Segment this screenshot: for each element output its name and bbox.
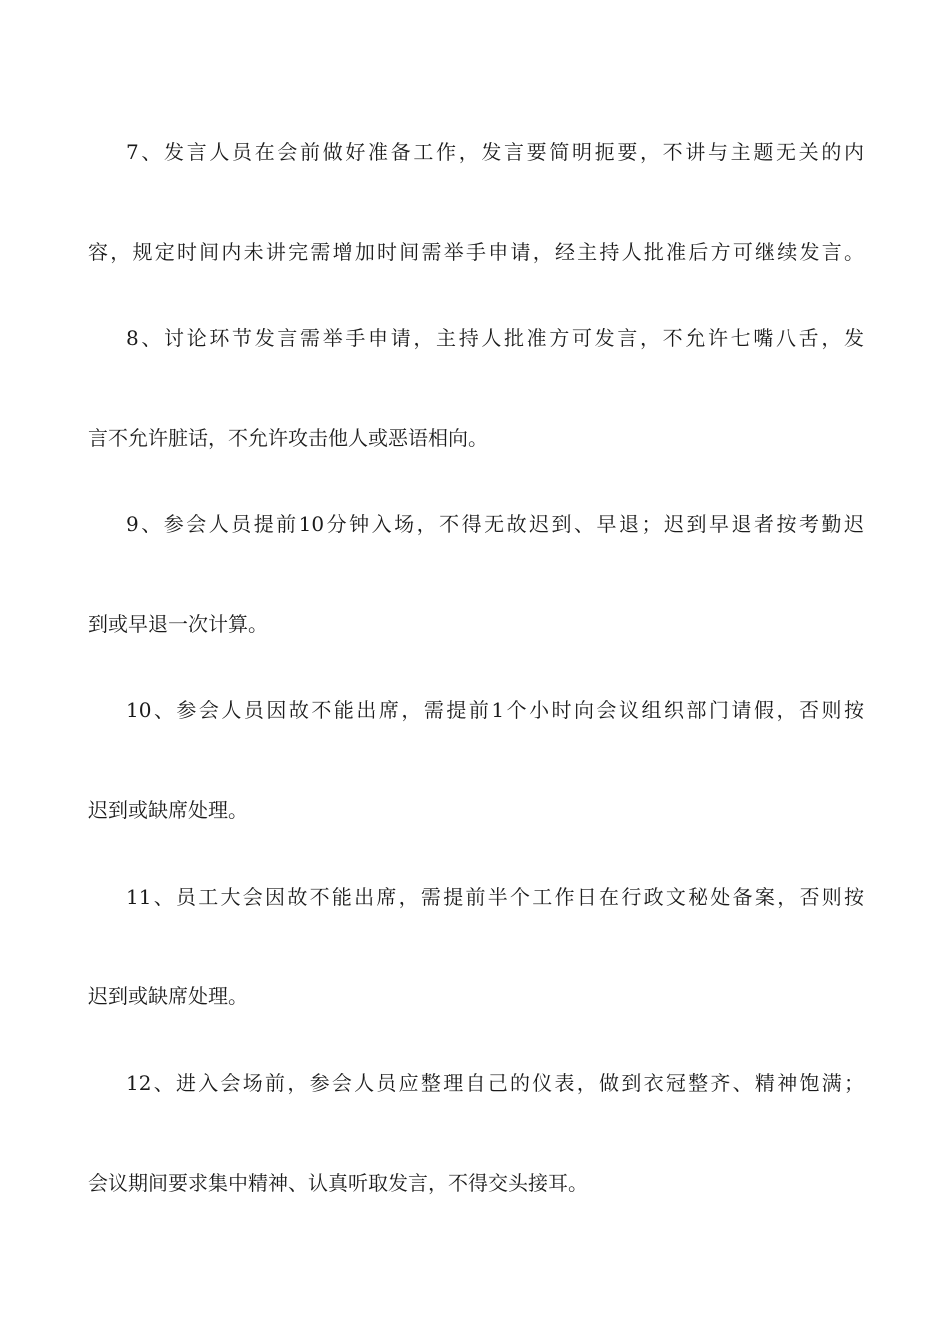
paragraph-11-line-1: 11、员工大会因故不能出席，需提前半个工作日在行政文秘处备案，否则按 bbox=[126, 885, 864, 909]
paragraph-10-line-2: 迟到或缺席处理。 bbox=[88, 798, 248, 822]
paragraph-11-line-2: 迟到或缺席处理。 bbox=[88, 984, 248, 1008]
paragraph-7-line-2: 容，规定时间内未讲完需增加时间需举手申请，经主持人批准后方可继续发言。 bbox=[88, 240, 864, 264]
paragraph-12-line-1: 12、进入会场前，参会人员应整理自己的仪表，做到衣冠整齐、精神饱满； bbox=[126, 1071, 864, 1095]
paragraph-8-line-2: 言不允许脏话，不允许攻击他人或恶语相向。 bbox=[88, 426, 488, 450]
paragraph-9-line-2: 到或早退一次计算。 bbox=[88, 612, 268, 636]
paragraph-8-line-1: 8、讨论环节发言需举手申请，主持人批准方可发言，不允许七嘴八舌，发 bbox=[126, 326, 864, 350]
paragraph-9-line-1: 9、参会人员提前10分钟入场，不得无故迟到、早退；迟到早退者按考勤迟 bbox=[126, 512, 864, 536]
paragraph-7-line-1: 7、发言人员在会前做好准备工作，发言要简明扼要，不讲与主题无关的内 bbox=[126, 140, 864, 164]
paragraph-12-line-2: 会议期间要求集中精神、认真听取发言，不得交头接耳。 bbox=[88, 1171, 588, 1195]
paragraph-10-line-1: 10、参会人员因故不能出席，需提前1个小时向会议组织部门请假，否则按 bbox=[126, 698, 864, 722]
